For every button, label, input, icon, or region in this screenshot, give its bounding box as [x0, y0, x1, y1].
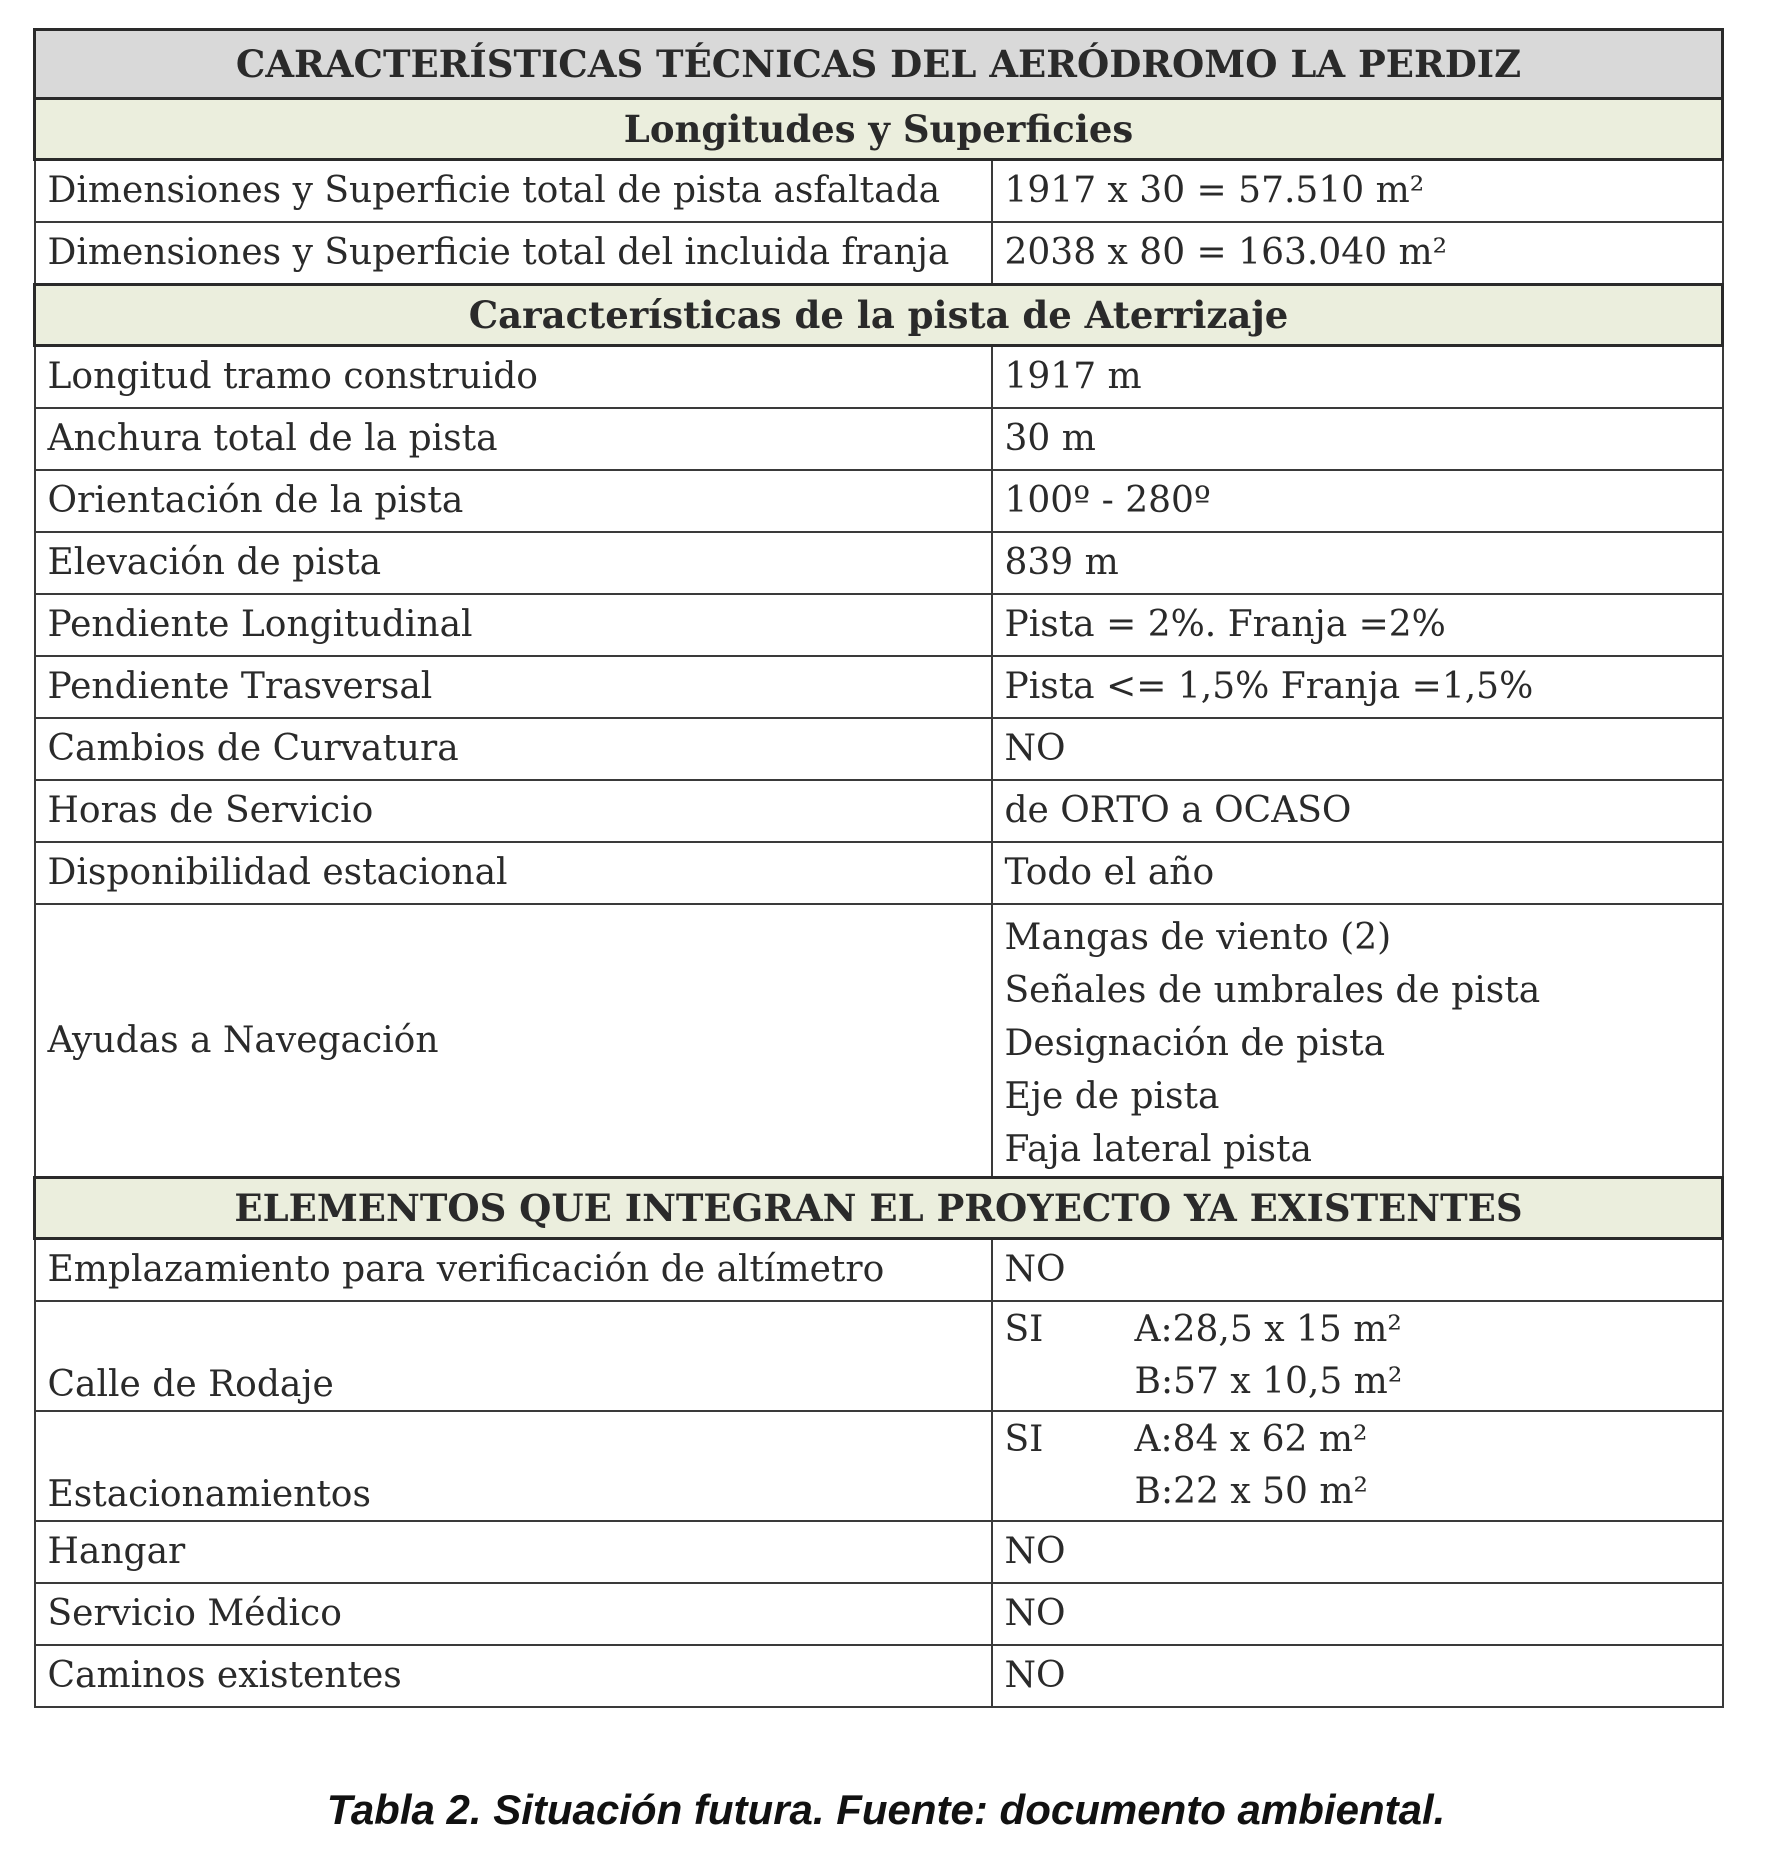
row-label: Dimensiones y Superficie total de pista asfaltada [35, 160, 992, 223]
row-label: Horas de Servicio [35, 780, 992, 842]
row-value [992, 1411, 1723, 1521]
table-row [35, 532, 1723, 594]
table-row [35, 470, 1723, 532]
row-value: NO [992, 1645, 1723, 1707]
row-label: Pendiente Longitudinal [35, 594, 992, 656]
row-label: Estacionamientos [35, 1411, 992, 1521]
table-title-row [35, 30, 1723, 99]
row-value [992, 1301, 1723, 1411]
row-label: Calle de Rodaje [35, 1301, 992, 1411]
sub-value-row [1005, 1304, 1710, 1356]
row-label: Cambios de Curvatura [35, 718, 992, 780]
table-row [35, 656, 1723, 718]
technical-table-container [33, 28, 1721, 1708]
section-header-row [35, 285, 1723, 346]
row-value: Pista = 2%. Franja =2% [992, 594, 1723, 656]
table-row [35, 160, 1723, 223]
section-header-row [35, 99, 1723, 160]
table-row [35, 1521, 1723, 1583]
table-caption: Tabla 2. Situación futura. Fuente: documento ambiental. [326, 1786, 1446, 1833]
list-item: Señales de umbrales de pista [1004, 970, 1541, 1011]
table-row [35, 346, 1723, 409]
table-row [35, 904, 1723, 1178]
table-row [35, 408, 1723, 470]
row-value: 30 m [992, 408, 1723, 470]
row-value: Todo el año [992, 842, 1723, 904]
availability-flag: SI [1004, 1419, 1044, 1460]
row-value: NO [992, 1521, 1723, 1583]
row-value: 2038 x 80 = 163.040 m² [992, 222, 1723, 285]
list-item: Faja lateral pista [1004, 1129, 1312, 1170]
area-b: B:57 x 10,5 m² [1134, 1361, 1403, 1402]
row-value: NO [992, 1239, 1723, 1302]
table-row [35, 1583, 1723, 1645]
table-title: CARACTERÍSTICAS TÉCNICAS DEL AERÓDROMO LA PERDIZ [35, 30, 1723, 99]
row-value: NO [992, 718, 1723, 780]
row-value: 1917 m [992, 346, 1723, 409]
section-heading-elementos: ELEMENTOS QUE INTEGRAN EL PROYECTO YA EXISTENTES [35, 1178, 1723, 1239]
row-label: Anchura total de la pista [35, 408, 992, 470]
row-label: Caminos existentes [35, 1645, 992, 1707]
row-label: Elevación de pista [35, 532, 992, 594]
row-label: Orientación de la pista [35, 470, 992, 532]
row-value: NO [992, 1583, 1723, 1645]
row-value: 1917 x 30 = 57.510 m² [992, 160, 1723, 223]
table-row [35, 1301, 1723, 1411]
section-heading-pista: Características de la pista de Aterrizaje [35, 285, 1723, 346]
sub-value-row [1005, 1414, 1710, 1466]
row-value: Pista <= 1,5% Franja =1,5% [992, 656, 1723, 718]
area-b: B:22 x 50 m² [1134, 1471, 1368, 1512]
row-label: Ayudas a Navegación [35, 904, 992, 1178]
row-label: Dimensiones y Superficie total del incluida franja [35, 222, 992, 285]
row-label: Hangar [35, 1521, 992, 1583]
table-row [35, 594, 1723, 656]
table-row [35, 780, 1723, 842]
technical-characteristics-table [33, 28, 1724, 1708]
table-row [35, 718, 1723, 780]
list-item: Eje de pista [1004, 1076, 1220, 1117]
table-row [35, 1645, 1723, 1707]
row-label: Longitud tramo construido [35, 346, 992, 409]
list-item: Mangas de viento (2) [1004, 917, 1392, 958]
row-value: 839 m [992, 532, 1723, 594]
table-row [35, 222, 1723, 285]
row-label: Servicio Médico [35, 1583, 992, 1645]
row-value: 100º - 280º [992, 470, 1723, 532]
availability-flag: SI [1004, 1309, 1044, 1350]
area-a: A:28,5 x 15 m² [1134, 1309, 1402, 1350]
row-label: Pendiente Trasversal [35, 656, 992, 718]
row-label: Emplazamiento para verificación de altímetro [35, 1239, 992, 1302]
section-heading-longitudes: Longitudes y Superficies [35, 99, 1723, 160]
list-item: Designación de pista [1004, 1023, 1386, 1064]
table-row [35, 1411, 1723, 1521]
table-row [35, 1239, 1723, 1302]
navigation-aids-list [992, 904, 1723, 1178]
area-a: A:84 x 62 m² [1134, 1419, 1368, 1460]
section-header-row [35, 1178, 1723, 1239]
row-label: Disponibilidad estacional [35, 842, 992, 904]
row-value: de ORTO a OCASO [992, 780, 1723, 842]
table-row [35, 842, 1723, 904]
